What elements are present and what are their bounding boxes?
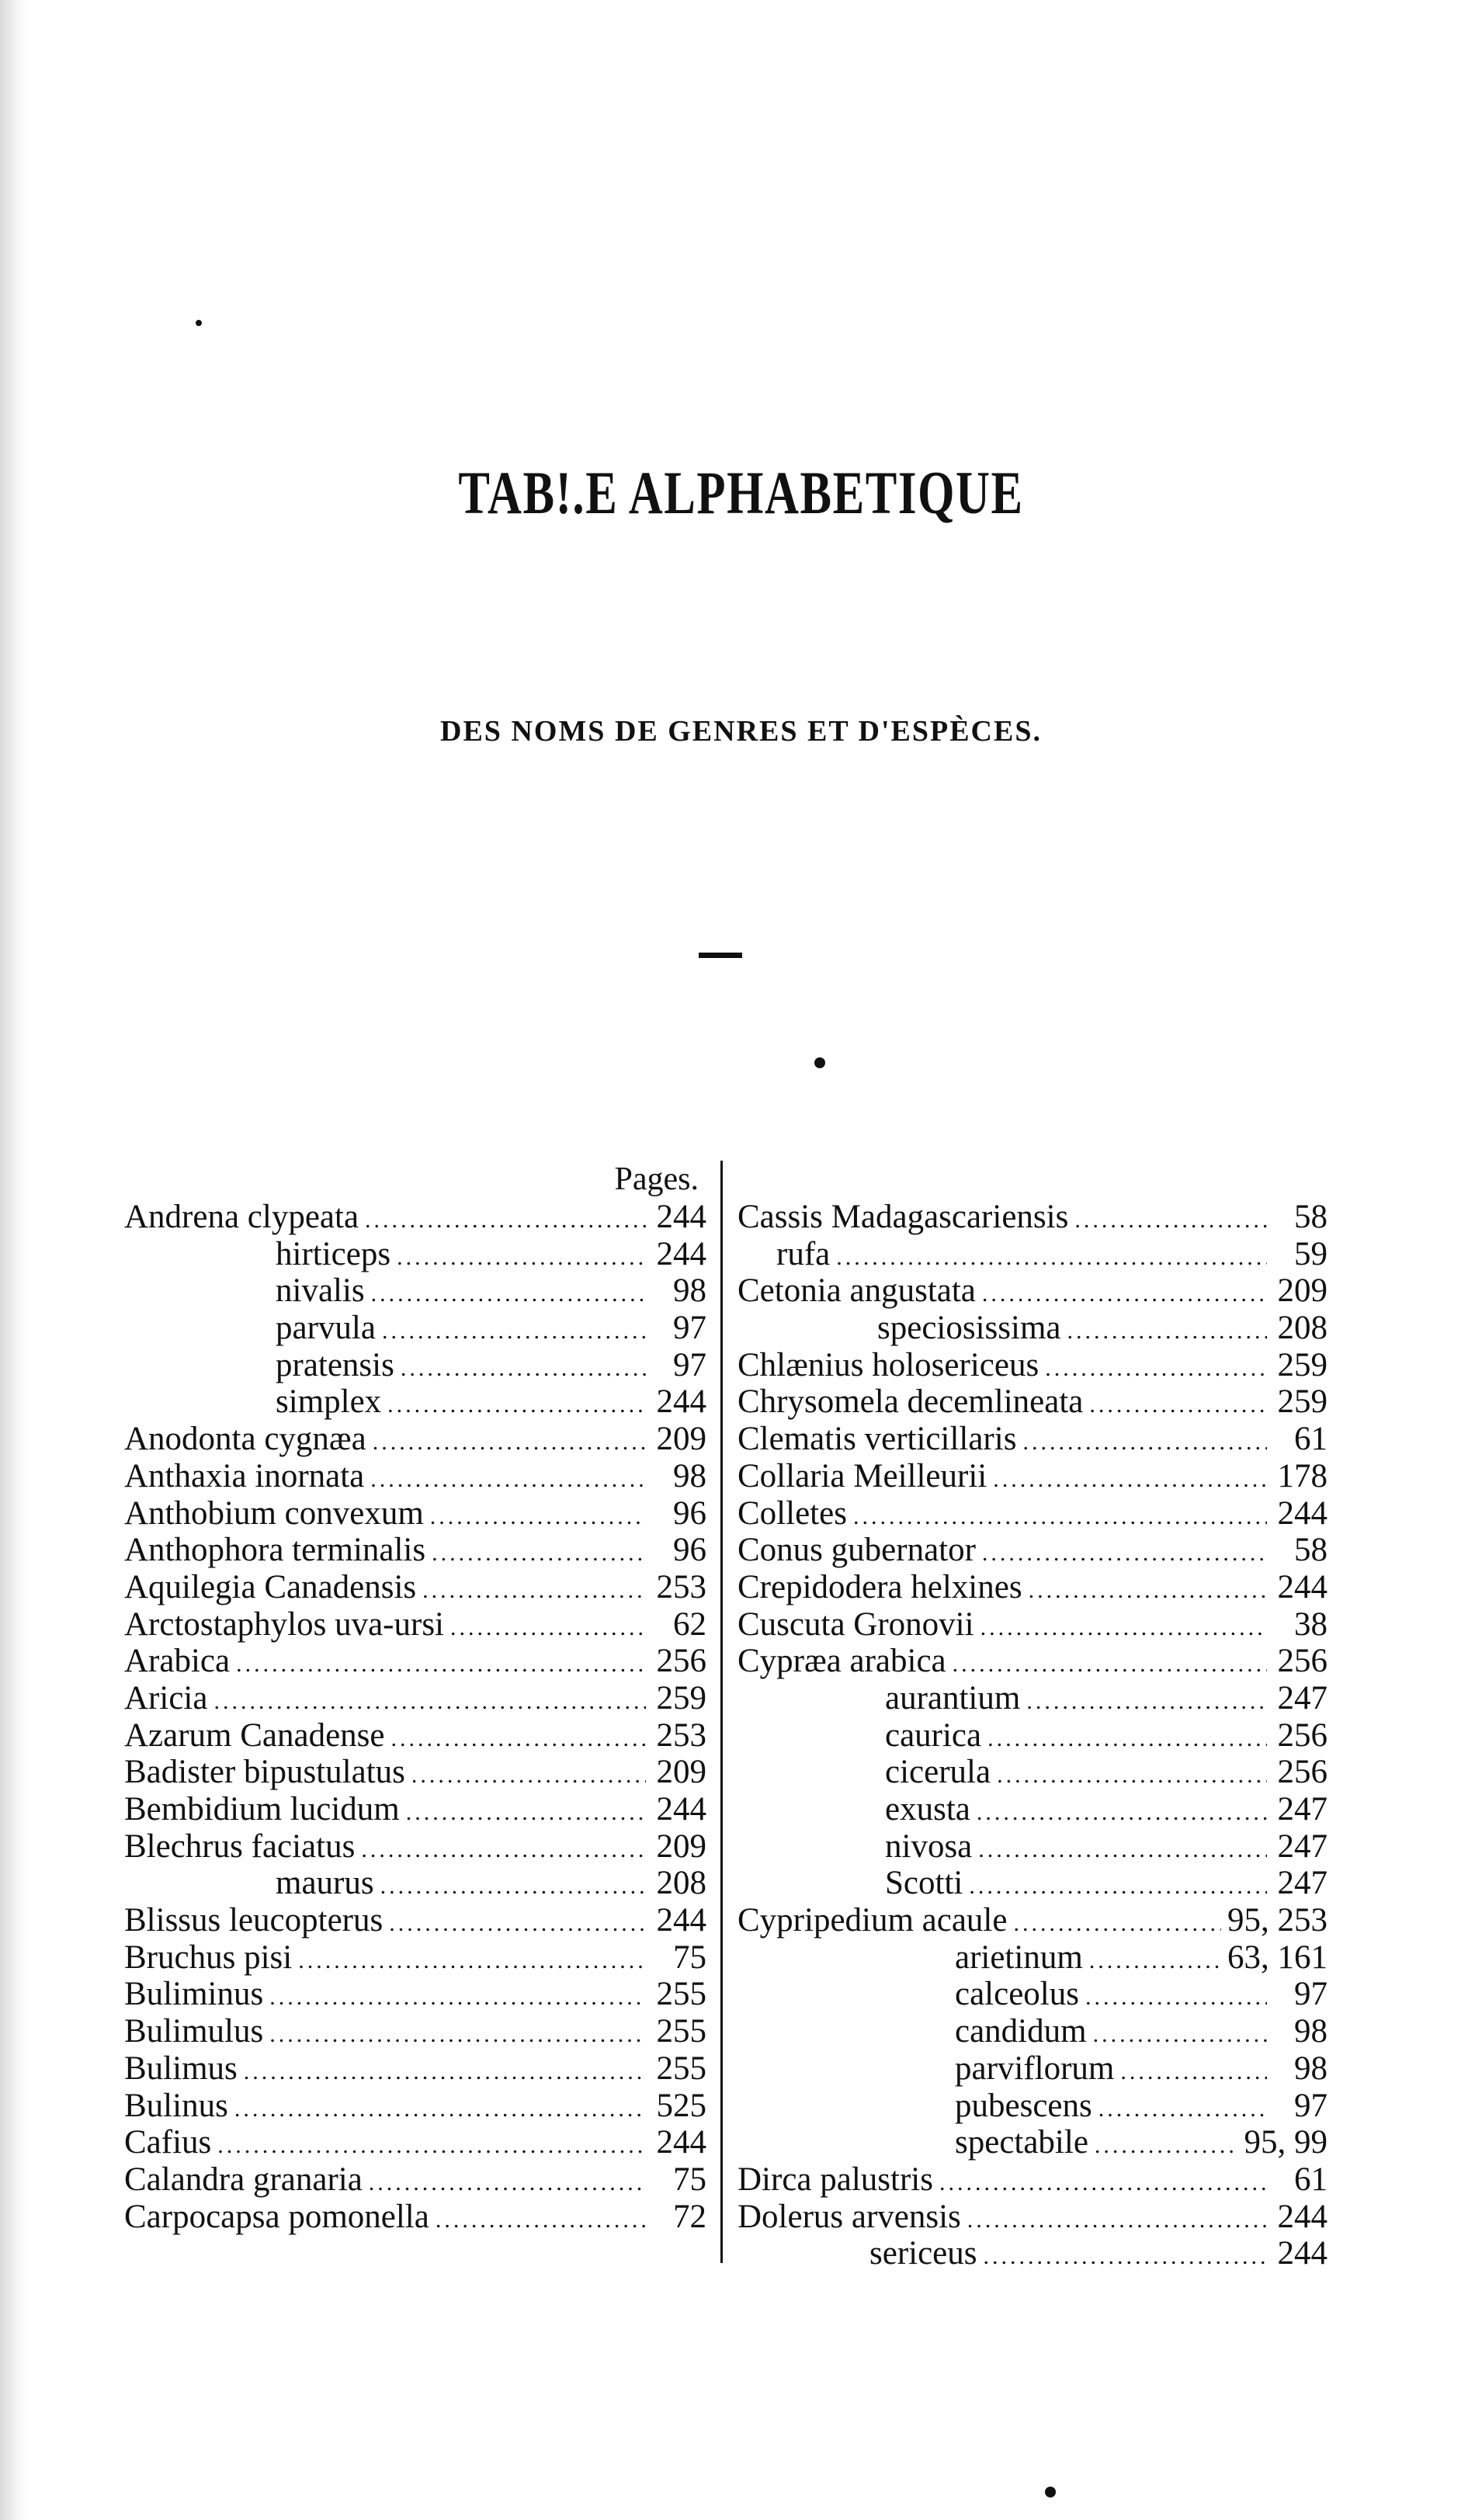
index-entry xyxy=(738,1828,1328,1865)
entry-name: hirticeps xyxy=(276,1235,391,1272)
index-entry xyxy=(738,1901,1328,1939)
entry-name: Crepidodera helxines xyxy=(738,1568,1022,1605)
entry-name: nivosa xyxy=(885,1828,973,1865)
entry-name: Collaria Meilleurii xyxy=(738,1457,987,1494)
entry-name: Dirca palustris xyxy=(738,2161,933,2198)
index-entry xyxy=(124,1828,706,1865)
entry-page: 58 xyxy=(1294,1199,1328,1235)
entry-page: 96 xyxy=(673,1532,706,1569)
dot-leader xyxy=(373,1429,646,1456)
entry-name: Aricia xyxy=(124,1679,208,1716)
index-list-left xyxy=(124,1198,706,2234)
entry-page: 58 xyxy=(1294,1532,1328,1569)
index-entry xyxy=(124,1383,706,1420)
index-column-left xyxy=(124,1161,706,2271)
dot-leader xyxy=(213,1689,646,1715)
dot-leader xyxy=(450,1615,646,1641)
dot-leader xyxy=(422,1578,646,1604)
index-entry xyxy=(124,1309,706,1346)
entry-page: 255 xyxy=(656,2013,706,2050)
entry-name: cicerula xyxy=(885,1754,991,1791)
index-entry xyxy=(124,1939,706,1976)
entry-name: calceolus xyxy=(955,1976,1079,2013)
dot-leader xyxy=(997,1762,1267,1789)
index-entry xyxy=(124,1790,706,1828)
index-entry xyxy=(124,1235,706,1272)
index-entry xyxy=(124,1642,706,1679)
dot-leader xyxy=(1098,2096,1267,2123)
entry-page: 247 xyxy=(1277,1679,1328,1716)
entry-page: 38 xyxy=(1294,1605,1328,1643)
entry-page: 209 xyxy=(656,1421,706,1458)
dot-leader xyxy=(1085,1984,1267,2011)
entry-page: 95, 99 xyxy=(1244,2124,1328,2161)
entry-name: nivalis xyxy=(276,1272,365,1310)
entry-page: 259 xyxy=(656,1679,706,1716)
entry-name: caurica xyxy=(885,1716,982,1754)
dot-leader xyxy=(1045,1355,1267,1382)
entry-page: 259 xyxy=(1277,1346,1328,1383)
index-entry xyxy=(738,1975,1328,2012)
index-entry xyxy=(738,1864,1328,1901)
dot-leader xyxy=(371,1281,646,1307)
index-entry xyxy=(738,1420,1328,1457)
entry-name: Arabica xyxy=(124,1643,231,1680)
entry-page: 98 xyxy=(673,1457,706,1494)
page-title: TAB!.E ALPHABETIQUE xyxy=(458,459,1024,526)
entry-page: 244 xyxy=(656,1383,706,1421)
entry-page: 259 xyxy=(1277,1383,1328,1421)
dot-leader xyxy=(1089,1392,1267,1418)
entry-page: 247 xyxy=(1277,1828,1328,1865)
dot-leader xyxy=(406,1800,646,1826)
entry-page: 244 xyxy=(656,1791,706,1828)
dot-leader xyxy=(982,1540,1267,1567)
entry-page: 244 xyxy=(1277,2235,1328,2272)
entry-page: 61 xyxy=(1294,1421,1328,1458)
entry-page: 209 xyxy=(656,1828,706,1865)
index-entry xyxy=(738,2012,1328,2050)
entry-name: Calandra granaria xyxy=(124,2161,363,2198)
entry-name: Anthophora terminalis xyxy=(124,1532,426,1569)
index-entry xyxy=(124,2161,706,2198)
dot-leader xyxy=(397,1244,646,1271)
dot-leader xyxy=(387,1392,646,1418)
entry-name: Bulinus xyxy=(124,2087,228,2124)
entry-name: Chrysomela decemlineata xyxy=(738,1383,1084,1421)
entry-page: 244 xyxy=(656,1902,706,1939)
entry-page: 97 xyxy=(1294,2087,1328,2124)
entry-page: 208 xyxy=(1277,1310,1328,1347)
entry-name: Bulimus xyxy=(124,2050,238,2087)
entry-page: 244 xyxy=(1277,1494,1328,1532)
dot-leader xyxy=(430,1504,646,1530)
index-entry xyxy=(124,1568,706,1605)
index-entry xyxy=(738,1716,1328,1754)
entry-name: Cypræa arabica xyxy=(738,1643,946,1680)
index-entry xyxy=(738,1568,1328,1605)
index-entry xyxy=(124,2087,706,2124)
index-entry xyxy=(738,1531,1328,1568)
index-entry xyxy=(738,2123,1328,2161)
entry-name: Anthaxia inornata xyxy=(124,1457,365,1494)
title-separator-dash xyxy=(699,953,742,958)
dot-leader xyxy=(939,2170,1267,2196)
entry-name: Aquilegia Canadensis xyxy=(124,1568,417,1605)
entry-page: 253 xyxy=(656,1716,706,1754)
dot-leader xyxy=(244,2059,646,2085)
page-subtitle: DES NOMS DE GENRES ET D'ESPÈCES. xyxy=(440,715,1042,748)
entry-name: Anthobium convexum xyxy=(124,1494,424,1532)
entry-page: 209 xyxy=(656,1754,706,1791)
entry-page: 75 xyxy=(673,2161,706,2198)
dot-leader xyxy=(853,1504,1267,1530)
dot-leader xyxy=(967,2207,1267,2234)
entry-name: arietinum xyxy=(955,1939,1083,1976)
entry-page: 247 xyxy=(1277,1865,1328,1902)
index-entry xyxy=(738,1383,1328,1420)
entry-name: Carpocapsa pomonella xyxy=(124,2198,429,2235)
entry-page: 244 xyxy=(656,2124,706,2161)
dot-leader xyxy=(236,1651,646,1678)
entry-page: 255 xyxy=(656,2050,706,2087)
entry-page: 525 xyxy=(656,2087,706,2124)
dot-leader xyxy=(984,2244,1268,2270)
dot-leader xyxy=(298,1948,646,1974)
index-entry xyxy=(124,1420,706,1457)
entry-name: Buliminus xyxy=(124,1976,264,2013)
index-entry xyxy=(124,1753,706,1790)
dot-leader xyxy=(1022,1429,1267,1456)
index-entry xyxy=(738,1679,1328,1716)
dot-leader xyxy=(977,1800,1267,1826)
entry-page: 256 xyxy=(1277,1754,1328,1791)
entry-name: Cetonia angustata xyxy=(738,1272,976,1310)
index-entry xyxy=(124,1864,706,1901)
entry-name: Badister bipustulatus xyxy=(124,1754,405,1791)
entry-page: 208 xyxy=(656,1865,706,1902)
dot-leader xyxy=(1093,2022,1267,2048)
dot-leader xyxy=(1120,2059,1267,2085)
index-entry xyxy=(124,1975,706,2012)
index-entry xyxy=(124,2050,706,2087)
index-entry xyxy=(124,1679,706,1716)
entry-name: parviflorum xyxy=(955,2050,1115,2087)
index-entry xyxy=(738,2161,1328,2198)
entry-page: 72 xyxy=(673,2198,706,2235)
dot-leader xyxy=(269,2022,646,2048)
dot-leader xyxy=(234,2096,646,2123)
entry-name: Arctostaphylos uva-ursi xyxy=(124,1605,445,1643)
column-divider xyxy=(720,1161,723,2263)
entry-name: Colletes xyxy=(738,1494,847,1532)
entry-page: 255 xyxy=(656,1976,706,2013)
entry-name: Blissus leucopterus xyxy=(124,1902,384,1939)
entry-page: 95, 253 xyxy=(1227,1902,1328,1939)
dot-leader xyxy=(1013,1911,1221,1937)
entry-name: Andrena clypeata xyxy=(124,1199,359,1235)
entry-name: Dolerus arvensis xyxy=(738,2198,961,2235)
entry-name: Bruchus pisi xyxy=(124,1939,293,1976)
dot-leader xyxy=(411,1762,646,1789)
entry-name: Cuscuta Gronovii xyxy=(738,1605,974,1643)
entry-page: 75 xyxy=(673,1939,706,1976)
index-entry xyxy=(124,1272,706,1309)
entry-name: pubescens xyxy=(955,2087,1092,2124)
entry-name: Clematis verticillaris xyxy=(738,1421,1017,1458)
dot-leader xyxy=(1095,2133,1238,2159)
dot-leader xyxy=(365,1207,646,1234)
index-entry xyxy=(124,1457,706,1494)
index-entry xyxy=(124,1716,706,1754)
entry-name: Blechrus faciatus xyxy=(124,1828,356,1865)
dot-leader xyxy=(980,1615,1267,1641)
entry-name: aurantium xyxy=(885,1679,1021,1716)
index-entry xyxy=(124,1531,706,1568)
index-entry xyxy=(738,1939,1328,1976)
dot-leader xyxy=(217,2133,646,2159)
dot-leader xyxy=(382,1318,646,1345)
entry-page: 244 xyxy=(656,1235,706,1272)
dot-leader xyxy=(369,2170,646,2196)
entry-page: 209 xyxy=(1277,1272,1328,1310)
entry-name: Azarum Canadense xyxy=(124,1716,385,1754)
dot-leader xyxy=(969,1873,1267,1900)
index-entry xyxy=(124,1901,706,1939)
entry-name: Cassis Madagascariensis xyxy=(738,1199,1069,1235)
entry-page: 97 xyxy=(673,1310,706,1347)
index-entry xyxy=(738,1790,1328,1828)
entry-page: 97 xyxy=(1294,1976,1328,2013)
entry-page: 244 xyxy=(1277,2198,1328,2235)
entry-name: Bulimulus xyxy=(124,2013,264,2050)
index-entry xyxy=(738,1642,1328,1679)
index-entry xyxy=(124,1198,706,1235)
dot-leader xyxy=(361,1837,646,1863)
entry-page: 59 xyxy=(1294,1235,1328,1272)
index-entry xyxy=(738,2198,1328,2235)
index-entry xyxy=(124,1605,706,1643)
index-entry xyxy=(124,2012,706,2050)
entry-name: Cafius xyxy=(124,2124,212,2161)
entry-name: maurus xyxy=(276,1865,374,1902)
dot-leader xyxy=(1026,1689,1267,1715)
entry-name: Conus gubernator xyxy=(738,1532,976,1569)
entry-name: Cypripedium acaule xyxy=(738,1902,1008,1939)
index-column-right xyxy=(738,1161,1328,2271)
entry-name: sericeus xyxy=(869,2235,977,2272)
entry-page: 97 xyxy=(673,1346,706,1383)
entry-page: 98 xyxy=(1294,2050,1328,2087)
entry-name: parvula xyxy=(276,1310,376,1347)
entry-page: 253 xyxy=(656,1568,706,1605)
entry-page: 256 xyxy=(1277,1716,1328,1754)
index-entry xyxy=(124,2123,706,2161)
ornament-dot xyxy=(814,1057,825,1068)
index-entry xyxy=(124,2198,706,2235)
dot-leader xyxy=(1089,1948,1221,1974)
dot-leader xyxy=(432,1540,646,1567)
index-list-right xyxy=(738,1198,1328,2272)
index-entry xyxy=(738,1457,1328,1494)
dot-leader xyxy=(987,1726,1267,1752)
dot-leader xyxy=(982,1281,1267,1307)
dot-leader xyxy=(1067,1318,1267,1345)
index-entry xyxy=(738,2234,1328,2272)
dot-leader xyxy=(436,2207,646,2234)
dot-leader xyxy=(389,1911,646,1937)
entry-name: speciosissima xyxy=(877,1310,1061,1347)
index-entry xyxy=(738,1346,1328,1383)
entry-name: Scotti xyxy=(885,1865,963,1902)
entry-page: 96 xyxy=(673,1494,706,1532)
index-entry xyxy=(738,1605,1328,1643)
index-entry xyxy=(738,1272,1328,1309)
entry-page: 178 xyxy=(1277,1457,1328,1494)
dot-leader xyxy=(953,1651,1267,1678)
entry-name: Anodonta cygnæa xyxy=(124,1421,366,1458)
index-entry xyxy=(738,2087,1328,2124)
entry-page: 63, 161 xyxy=(1227,1939,1328,1976)
entry-name: Bembidium lucidum xyxy=(124,1791,400,1828)
entry-name: rufa xyxy=(776,1235,831,1272)
entry-page: 244 xyxy=(1277,1568,1328,1605)
dot-leader xyxy=(269,1984,646,2011)
index-entry xyxy=(738,1753,1328,1790)
entry-name: candidum xyxy=(955,2013,1087,2050)
entry-page: 244 xyxy=(656,1199,706,1235)
dot-leader xyxy=(836,1244,1267,1271)
index-entry xyxy=(124,1346,706,1383)
entry-name: pratensis xyxy=(276,1346,394,1383)
dot-leader xyxy=(993,1467,1267,1493)
page-edge-shadow xyxy=(0,0,30,2520)
dot-leader xyxy=(370,1467,646,1493)
dot-leader xyxy=(401,1355,646,1382)
index-entry xyxy=(738,1235,1328,1272)
entry-name: Chlænius holosericeus xyxy=(738,1346,1039,1383)
pages-column-header: Pages. xyxy=(614,1161,699,1197)
dot-leader xyxy=(1029,1578,1267,1604)
index-entry xyxy=(738,1309,1328,1346)
entry-page: 256 xyxy=(656,1643,706,1680)
speck-mark xyxy=(196,320,202,326)
entry-page: 61 xyxy=(1294,2161,1328,2198)
index-entry xyxy=(124,1494,706,1532)
dot-leader xyxy=(391,1726,647,1752)
entry-page: 256 xyxy=(1277,1643,1328,1680)
entry-page: 62 xyxy=(673,1605,706,1643)
entry-page: 98 xyxy=(673,1272,706,1310)
speck-mark xyxy=(1045,2487,1056,2497)
entry-name: spectabile xyxy=(955,2124,1088,2161)
dot-leader xyxy=(380,1873,646,1900)
index-entry xyxy=(738,1198,1328,1235)
dot-leader xyxy=(978,1837,1267,1863)
entry-name: simplex xyxy=(276,1383,382,1421)
index-entry xyxy=(738,2050,1328,2087)
entry-page: 247 xyxy=(1277,1791,1328,1828)
entry-page: 98 xyxy=(1294,2013,1328,2050)
dot-leader xyxy=(1074,1207,1267,1234)
entry-name: exusta xyxy=(885,1791,970,1828)
index-entry xyxy=(738,1494,1328,1532)
